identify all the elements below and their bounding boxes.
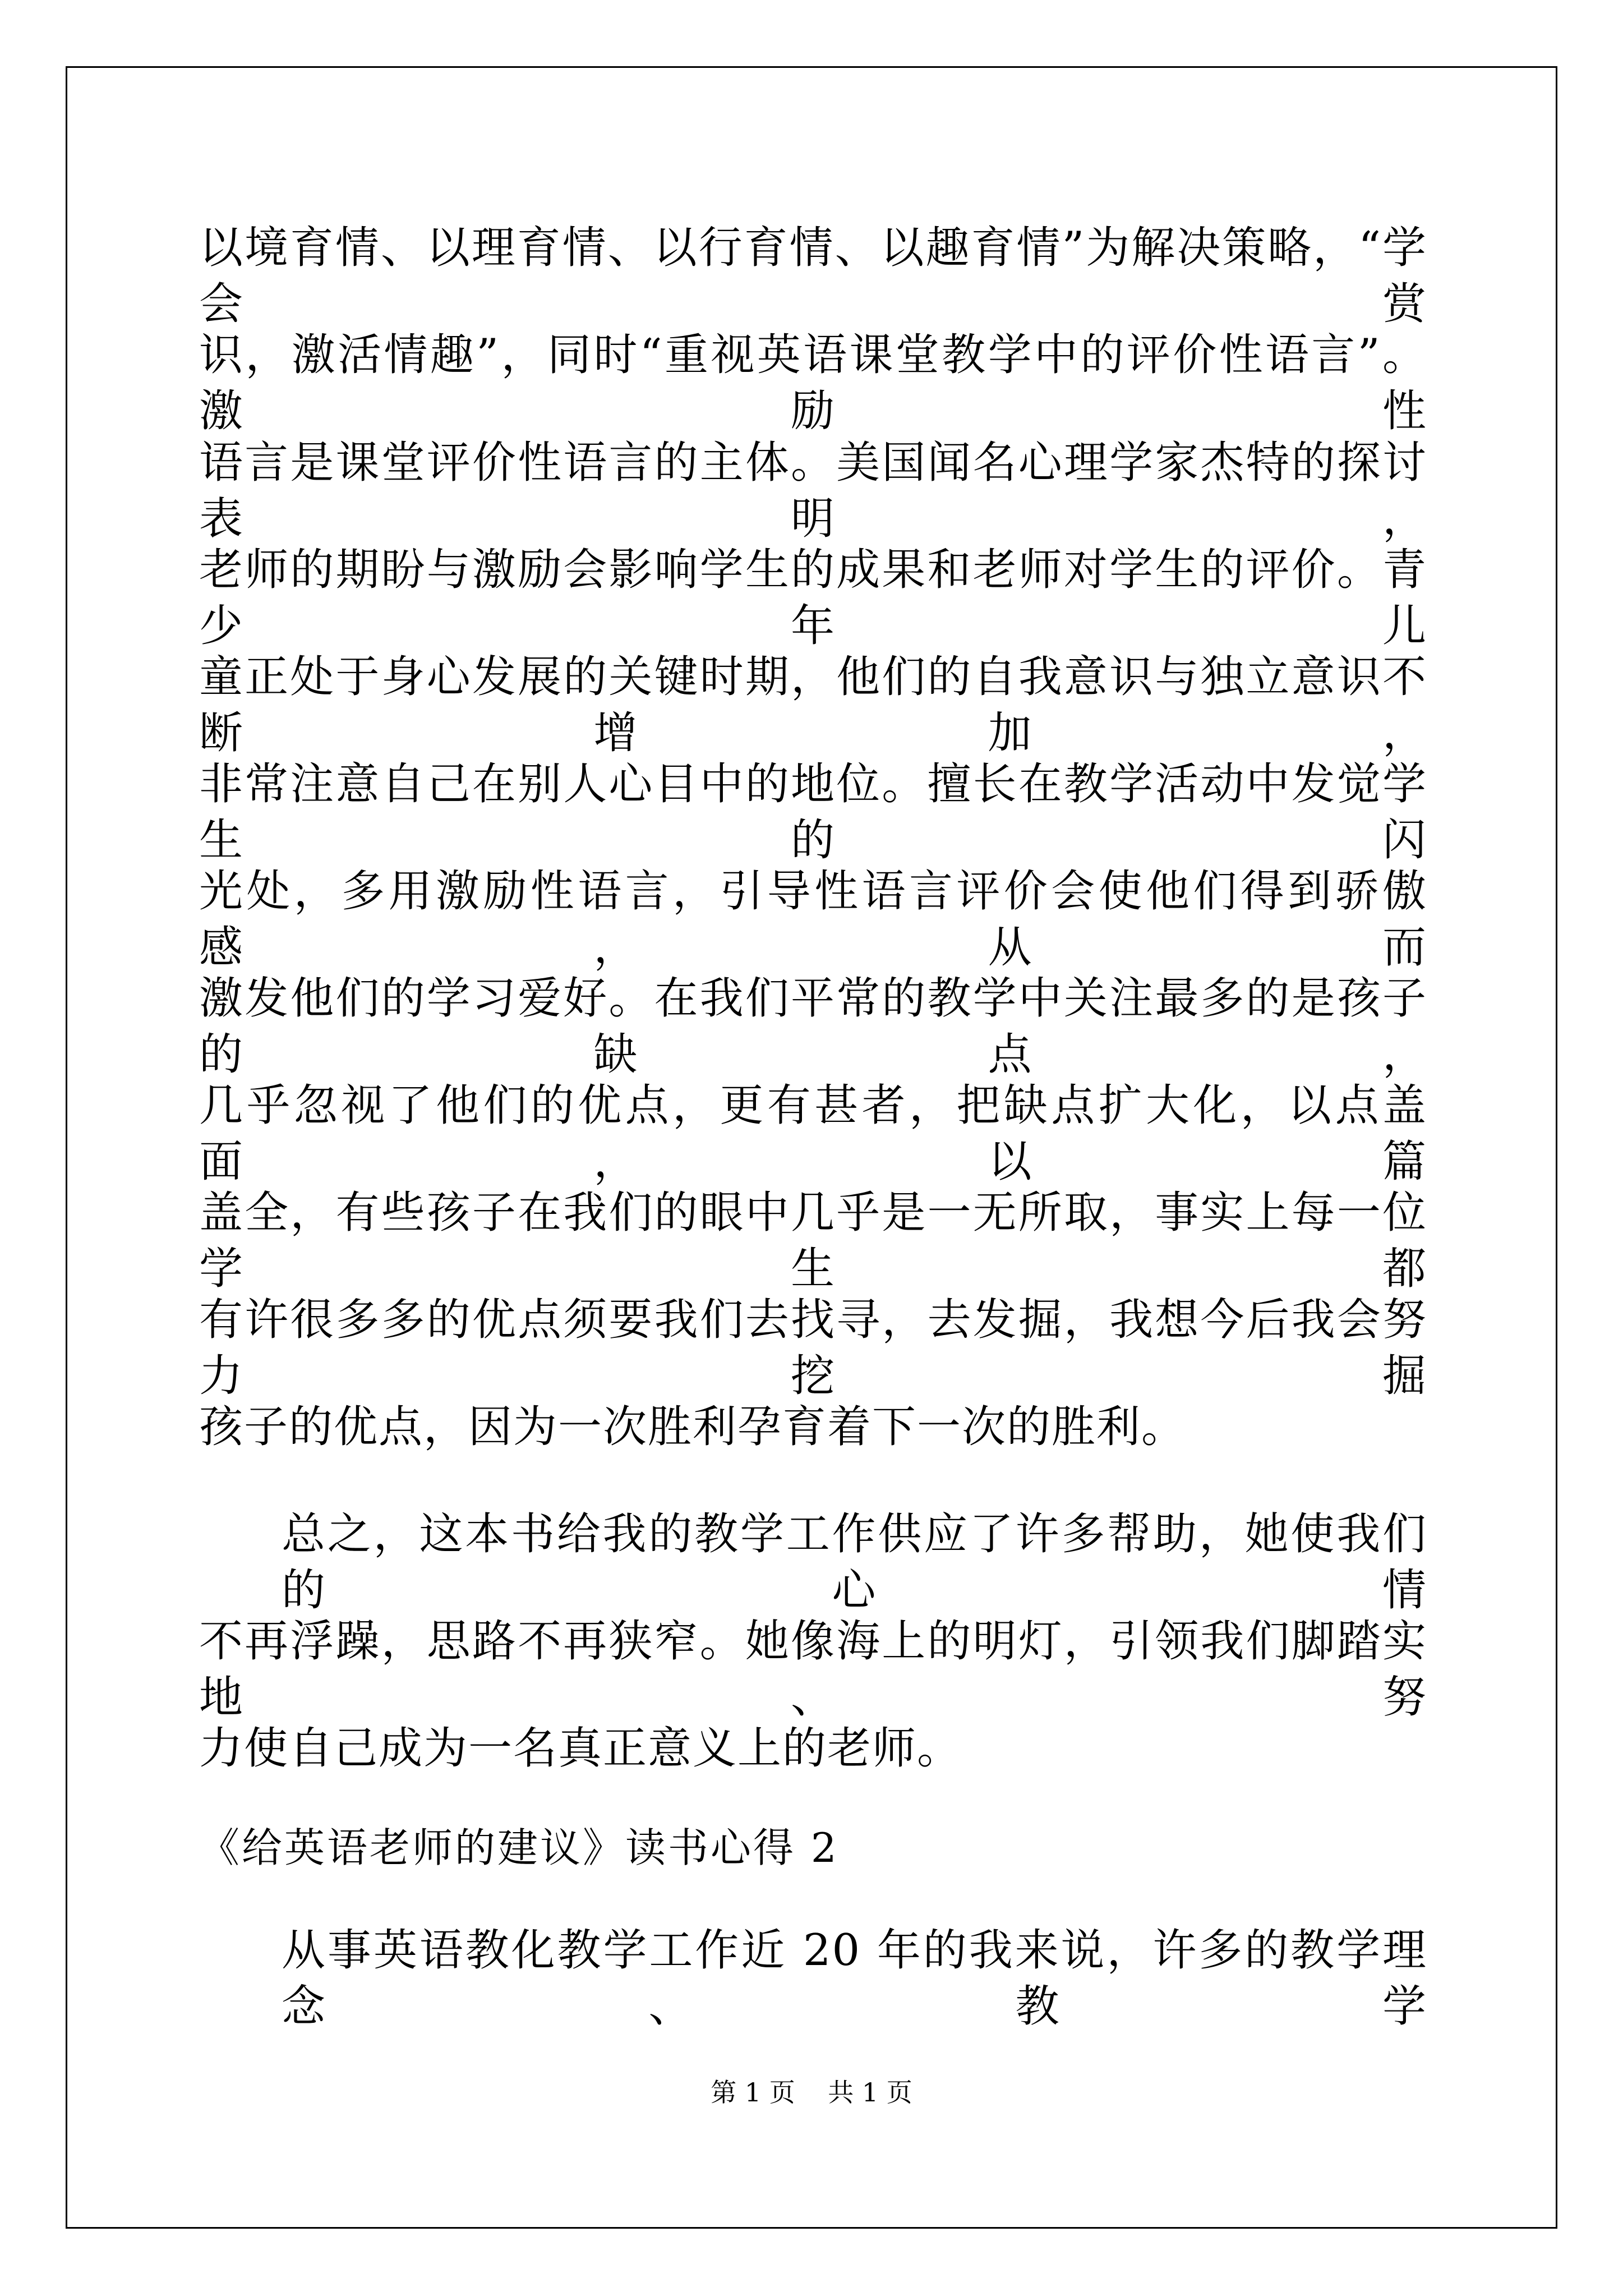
body-text-line: 从事英语教化教学工作近 20 年的我来说，许多的教学理念、教学 [282, 1925, 1427, 2032]
body-text-line: 童正处于身心发展的关键时期，他们的自我意识与独立意识不断增加， [199, 652, 1427, 758]
body-text-line: 总之，这本书给我的教学工作供应了许多帮助，她使我们的心情 [282, 1509, 1427, 1616]
page-footer [0, 2076, 1623, 2109]
body-text-line: 几乎忽视了他们的优点，更有甚者，把缺点扩大化，以点盖面，以篇 [199, 1080, 1427, 1187]
body-text-line: 以境育情、以理育情、以行育情、以趣育情”为解决策略，“学会赏 [199, 223, 1427, 329]
body-text-line: 力使自己成为一名真正意义上的老师。 [199, 1723, 962, 1774]
page-number: 第 1 页 [711, 2077, 795, 2108]
body-text-line: 语言是课堂评价性语言的主体。美国闻名心理学家杰特的探讨表明， [199, 438, 1427, 544]
body-text-line: 孩子的优点，因为一次胜利孕育着下一次的胜利。 [199, 1402, 1187, 1452]
section-heading: 《给英语老师的建议》读书心得 2 [199, 1824, 839, 1871]
body-text-line: 非常注意自己在别人心目中的地位。擅长在教学活动中发觉学生的闪 [199, 759, 1427, 866]
body-text-line: 有许很多多的优点须要我们去找寻，去发掘，我想今后我会努力挖掘 [199, 1295, 1427, 1401]
body-text-line: 识，激活情趣”，同时“重视英语课堂教学中的评价性语言”。激励性 [199, 330, 1427, 436]
page-total: 共 1 页 [828, 2077, 912, 2108]
body-text-line: 不再浮躁，思路不再狭窄。她像海上的明灯，引领我们脚踏实地、努 [199, 1616, 1427, 1723]
body-text-line: 盖全，有些孩子在我们的眼中几乎是一无所取，事实上每一位学生都 [199, 1188, 1427, 1294]
body-text-line: 激发他们的学习爱好。在我们平常的教学中关注最多的是孩子的缺点， [199, 973, 1427, 1080]
body-text-line: 老师的期盼与激励会影响学生的成果和老师对学生的评价。青少年儿 [199, 545, 1427, 651]
body-text-line: 光处，多用激励性语言，引导性语言评价会使他们得到骄傲感，从而 [199, 866, 1427, 973]
